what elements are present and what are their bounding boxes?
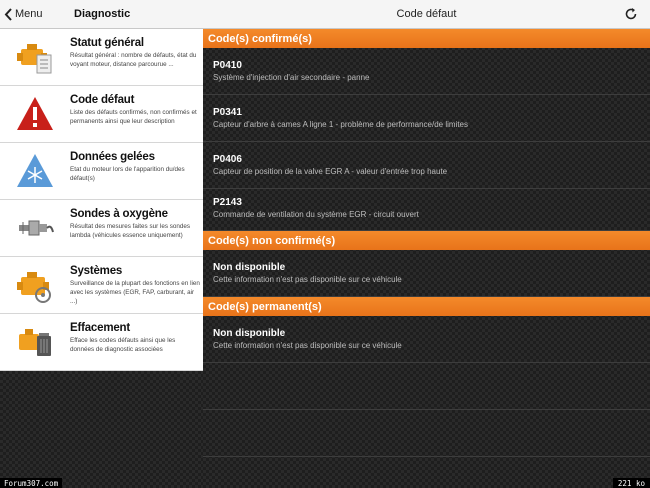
refresh-icon[interactable] (624, 7, 638, 21)
menu-item-donnees-gelees[interactable] (0, 143, 203, 200)
oxygen-sensor-icon (15, 208, 55, 248)
code-label: P0406 (213, 154, 242, 165)
menu-item-desc: Surveillance de la plupart des fonctions en lien avec les systèmes (EGR, FAP, carburant, air ...) (70, 280, 200, 305)
defect-code-list (203, 29, 650, 488)
code-description: Commande de ventilation du système EGR - circuit ouvert (213, 210, 419, 219)
menu-item-desc: Efface les codes défauts ainsi que les données de diagnostic associées (70, 337, 176, 353)
code-label: P0341 (213, 107, 242, 118)
menu-item-title: Effacement (70, 322, 130, 334)
menu-item-title: Statut général (70, 37, 144, 49)
code-row[interactable] (203, 95, 650, 142)
menu-item-title: Données gelées (70, 151, 155, 163)
code-label: P2143 (213, 197, 242, 208)
code-label: P0410 (213, 60, 242, 71)
menu-item-desc: Liste des défauts confirmés, non confirmés et permanents ainsi que leur description (70, 109, 197, 125)
back-label: Menu (15, 8, 43, 20)
menu-item-desc: Etat du moteur lors de l'apparition du/des défaut(s) (70, 166, 185, 182)
watermark-left: Forum307.com (0, 478, 62, 488)
code-label: Non disponible (213, 262, 286, 273)
engine-diagnostic-icon (15, 37, 55, 77)
menu-item-title: Systèmes (70, 265, 123, 277)
chevron-left-icon (4, 8, 13, 21)
section-header-permanent: Code(s) permanent(s) (203, 297, 650, 316)
menu-item-title: Code défaut (70, 94, 135, 106)
right-navbar (203, 0, 650, 29)
sidebar-background (0, 371, 203, 488)
code-row (203, 316, 650, 363)
section-header-confirmed: Code(s) confirmé(s) (203, 29, 650, 48)
menu-item-code-defaut[interactable] (0, 86, 203, 143)
code-row[interactable] (203, 48, 650, 95)
page-title: Code défaut (396, 8, 457, 20)
menu-item-systemes[interactable] (0, 257, 203, 314)
empty-row (203, 363, 650, 410)
code-row[interactable] (203, 142, 650, 189)
watermark-right: 221 ko (613, 478, 650, 488)
menu-item-title: Sondes à oxygène (70, 208, 168, 220)
sidebar-menu (0, 29, 203, 371)
erase-icon (15, 322, 55, 362)
empty-row (203, 410, 650, 457)
diagnostic-title: Diagnostic (74, 8, 131, 20)
code-row (203, 250, 650, 297)
menu-item-statut-general[interactable] (0, 29, 203, 86)
left-navbar (0, 0, 203, 29)
code-row[interactable] (203, 189, 650, 231)
code-description: Système d'injection d'air secondaire - panne (213, 73, 370, 82)
code-label: Non disponible (213, 328, 286, 339)
menu-item-sondes-oxygene[interactable] (0, 200, 203, 257)
menu-item-desc: Résultat des mesures faites sur les sondes lambda (véhicules essence uniquement) (70, 223, 191, 239)
snowflake-icon (15, 151, 55, 191)
engine-systems-icon (15, 265, 55, 305)
code-description: Cette information n'est pas disponible sur ce véhicule (213, 341, 402, 350)
code-description: Capteur d'arbre à cames A ligne 1 - problème de performance/de limites (213, 120, 468, 129)
back-button[interactable] (0, 8, 43, 21)
section-header-unconfirmed: Code(s) non confirmé(s) (203, 231, 650, 250)
code-description: Cette information n'est pas disponible sur ce véhicule (213, 275, 402, 284)
menu-item-effacement[interactable] (0, 314, 203, 371)
menu-item-desc: Résultat général : nombre de défauts, état du voyant moteur, distance parcourue ... (70, 52, 197, 68)
code-description: Capteur de position de la valve EGR A - valeur d'entrée trop haute (213, 167, 448, 176)
warning-triangle-icon (15, 94, 55, 134)
